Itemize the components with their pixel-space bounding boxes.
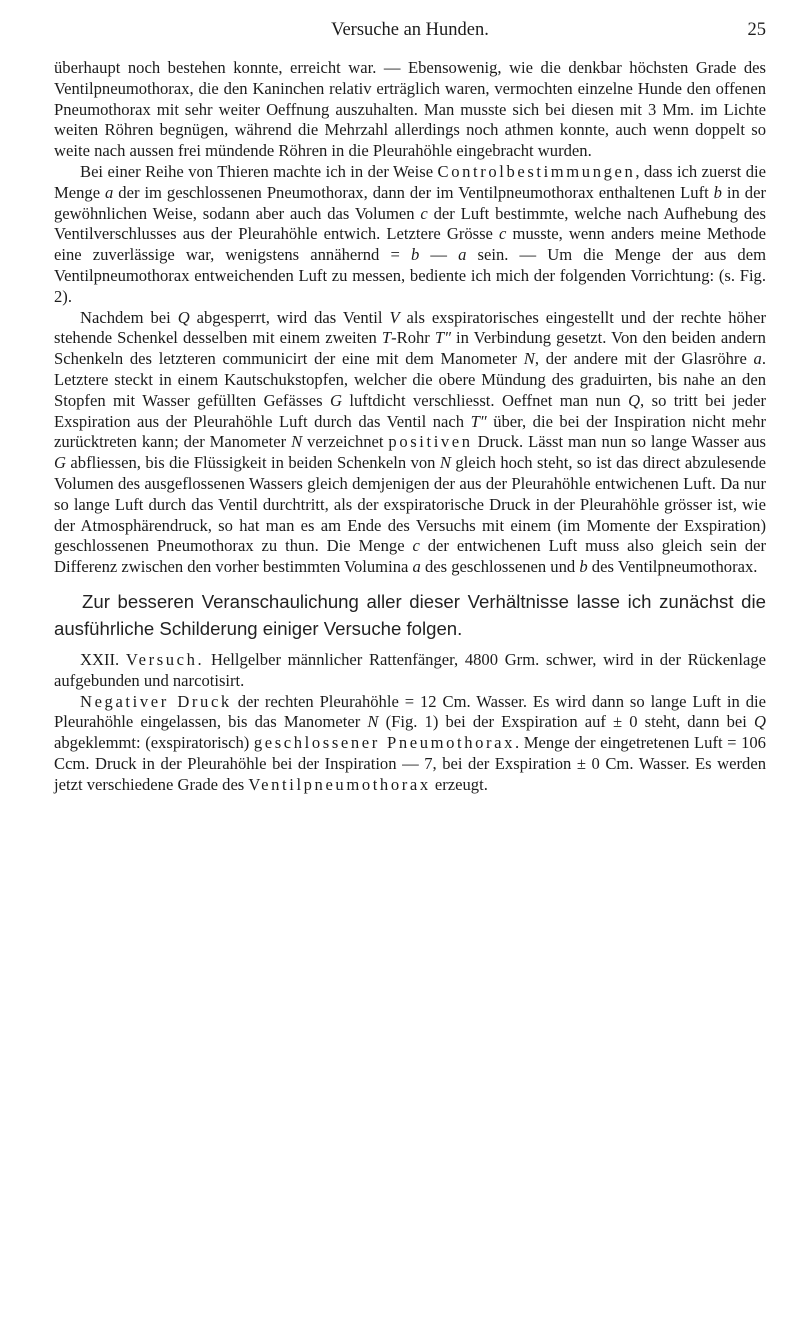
variable: Q — [628, 390, 641, 410]
text-run: — — [419, 245, 459, 265]
variable: N — [439, 453, 451, 473]
text-run: als exspiratorisches eingestellt und der rechte höher stehende Schenkel desselben mit einem zweiten — [54, 307, 766, 348]
running-head — [54, 14, 766, 46]
text-run: , der andere mit der Glasröhre — [534, 349, 754, 369]
variable: a — [753, 349, 762, 369]
text-run: -Rohr — [391, 328, 435, 348]
text-run: in der gewöhnlichen Weise, sodann aber auch das Volumen — [54, 182, 766, 223]
text-run: Bei einer Reihe von Thieren machte ich in der Weise — [80, 161, 438, 181]
variable: G — [329, 390, 342, 410]
variable: T″ — [470, 411, 487, 431]
body-text — [54, 58, 766, 796]
text-run: musste, wenn anders meine Methode eine zuverlässige war, wenigstens annähernd = — [54, 224, 766, 265]
variable: b — [579, 557, 588, 577]
variable: a — [458, 245, 467, 265]
text-run: der Luft bestimmte, welche nach Aufhebung des Ventilverschlusses aus der Pleurahöhle entwich. Letztere Grösse — [54, 203, 766, 244]
spaced-term: geschlossener Pneumothorax — [253, 733, 515, 753]
variable: a — [105, 182, 114, 202]
paragraph-6 — [54, 692, 766, 796]
text-run: Nachdem bei — [80, 307, 178, 327]
text-run: der entwichenen Luft muss also gleich sein der Differenz zwischen den vorher bestimmten Volumina — [54, 536, 767, 577]
text-run: gleich hoch steht, so ist das direct abzulesende Volumen des ausgeflossenen Wassers gleich demjenigen der aus der Pleurahöhle entwichenen Luft. Da nur so lange Luft durch das Ventil durchtritt, als der exspiratorische Druck in der Pleurahöhle grösser ist, wie der Atmosphärendruck, so hat man es am Ende des Versuchs mit einem (im Momente der Exspiration) geschlossenen Pneumothorax zu thun. Die Menge — [54, 453, 766, 556]
text-run: abgesperrt, wird das Ventil — [189, 307, 390, 327]
variable: c — [420, 203, 428, 223]
text-run: der rechten Pleurahöhle = 12 Cm. Wasser. Es wird dann so lange Luft in die Pleurahöhle eingelassen, bis das Manometer — [54, 691, 766, 732]
paragraph-1: überhaupt noch bestehen konnte, erreicht war. — Ebensowenig, wie die denkbar höchsten Grade des Ventilpneumothorax, die den Kaninchen relativ erträglich waren, vermochten einzelne Hunde den offenen Pneumothorax mit sehr weiter Oeffnung auszuhalten. Man musste sich bei diesen mit 3 Mm. im Lichte weiten Röhren begnügen, während die Mehrzahl allerdings noch athmen konnte, auch wenn doppelt so weite nach aussen frei mündende Röhren in die Pleurahöhle eingebracht wurden. — [54, 58, 766, 161]
book-page — [54, 14, 766, 796]
text-run: . Menge der eingetretenen Luft = 106 Ccm. Druck in der Pleurahöhle bei der Inspiration — 7, bei der Exspiration ± 0 Cm. Wasser. Es werden jetzt verschiedene Grade des — [54, 733, 766, 794]
variable: V — [389, 307, 400, 327]
text-run: XXII. — [80, 649, 126, 669]
text-run: (Fig. 1) bei der Exspiration auf ± 0 steht, dann bei — [378, 712, 755, 732]
variable: G — [54, 453, 66, 473]
variable: b — [410, 245, 420, 265]
variable: b — [713, 182, 722, 202]
text-run: , dass ich zuerst die Menge — [54, 161, 766, 202]
text-run: des Ventilpneumothorax. — [587, 557, 758, 577]
text-run: , so tritt bei jeder Exspiration aus der Pleurahöhle Luft durch das Ventil nach — [54, 390, 767, 431]
spaced-term: Negativer Druck — [80, 691, 232, 711]
text-run: sein. — Um die Menge der aus dem Ventilpneumothorax entweichenden Luft zu messen, bediente ich mich der folgenden Vorrichtung: (s. Fig. 2). — [54, 245, 766, 306]
text-run: abgeklemmt: (exspiratorisch) — [54, 733, 254, 753]
variable: N — [291, 432, 303, 452]
paragraph-4: Zur besseren Veranschaulichung aller dieser Verhältnisse lasse ich zunächst die ausführliche Schilderung einiger Versuche folgen. — [54, 590, 766, 639]
text-run: Druck. Lässt man nun so lange Wasser aus — [472, 432, 766, 452]
variable: T — [381, 328, 392, 348]
text-run: des geschlossenen und — [420, 557, 580, 577]
spaced-term: positiven — [388, 432, 473, 452]
spaced-term: Versuch. — [125, 649, 205, 669]
variable: c — [412, 536, 420, 556]
text-run: in Verbindung gesetzt. Von den beiden andern Schenkeln des letzteren communicirt der eine mit dem Manometer — [54, 328, 766, 369]
variable: N — [523, 349, 535, 369]
text-run: . Letztere steckt in einem Kautschukstopfen, welcher die obere Mündung des graduirten, bis nahe an den Stopfen mit Wasser gefüllten Gefässes — [54, 349, 766, 410]
paragraph-3 — [54, 308, 766, 578]
spaced-term: Controlbestimmungen — [437, 161, 636, 181]
variable: Q — [177, 307, 190, 327]
spaced-term: Ventilpneumothorax — [248, 774, 431, 794]
variable: Q — [754, 712, 766, 732]
variable: c — [499, 224, 507, 244]
text-run: Hellgelber männlicher Rattenfänger, 4800 Grm. schwer, wird in der Rückenlage aufgebunden und narcotisirt. — [54, 649, 766, 690]
text-run: erzeugt. — [430, 774, 488, 794]
page-number: 25 — [747, 20, 766, 40]
text-run: der im geschlossenen Pneumothorax, dann der im Ventilpneumothorax enthaltenen Luft — [113, 182, 714, 202]
text-run: über, die bei der Inspiration nicht mehr zurücktreten kann; der Manometer — [54, 411, 766, 452]
text-run: abfliessen, bis die Flüssigkeit in beiden Schenkeln von — [65, 453, 440, 473]
paragraph-2 — [54, 162, 766, 308]
variable: a — [412, 557, 421, 577]
variable: T″ — [434, 328, 451, 348]
text-run: verzeichnet — [302, 432, 389, 452]
paragraph-5 — [54, 650, 766, 692]
text-run: luftdicht verschliesst. Oeffnet man nun — [341, 390, 629, 410]
running-title: Versuche an Hunden. — [331, 20, 489, 40]
variable: N — [367, 712, 379, 732]
